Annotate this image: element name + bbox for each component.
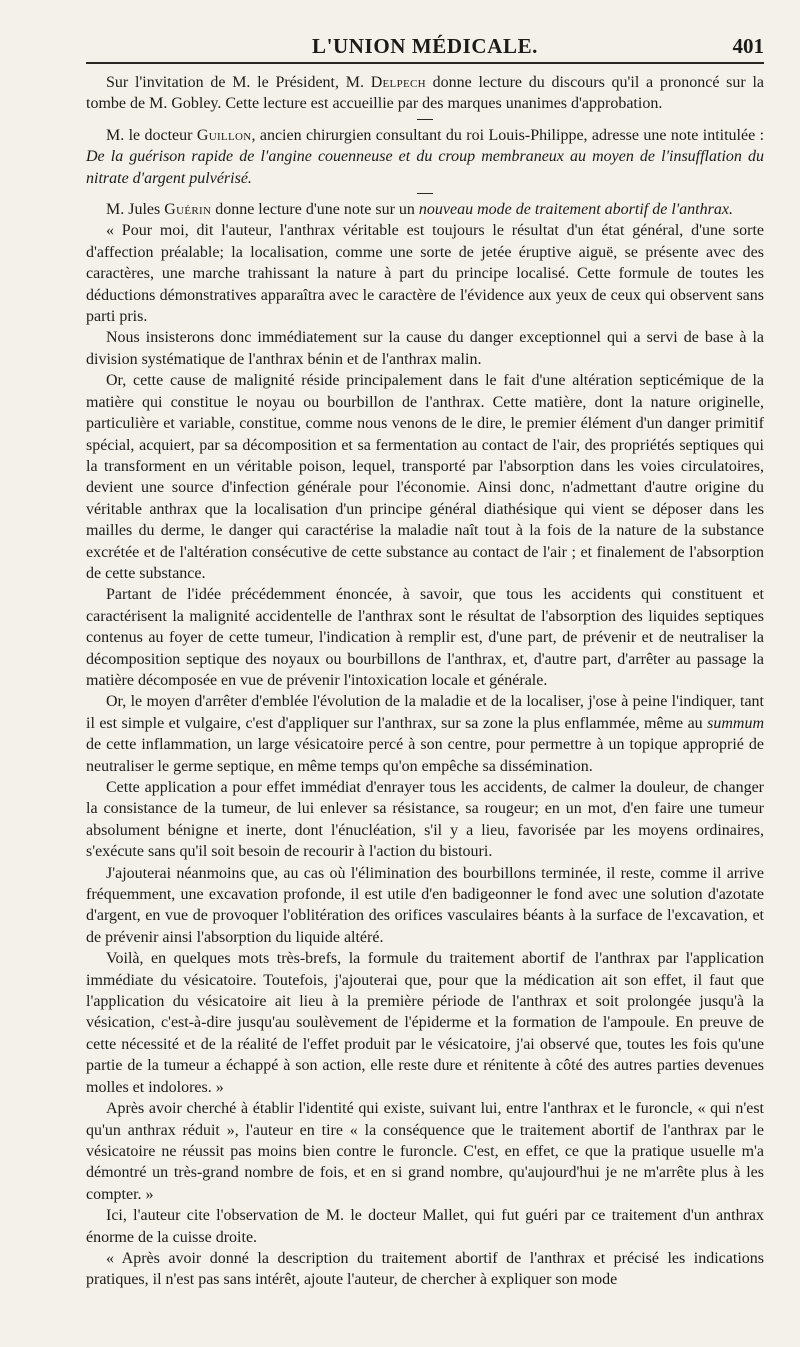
page-number: 401 xyxy=(732,34,764,58)
body-paragraph xyxy=(86,691,764,777)
body-paragraph: Partant de l'idée précédemment énoncée, à savoir, que tous les accidents qui constituent et caractérisent la malignité accidentelle de l'anthrax sont le résultat de l'absorption des liquides septiques contenus au foyer de cette tumeur, l'indication à remplir est, d'une part, de prévenir et de neutraliser la décomposition septique des noyaux ou bourbillons de l'anthrax, et, d'autre part, d'arrêter au passage la matière décomposée en vue de prévenir l'intoxication locale et générale. xyxy=(86,586,764,689)
text-run: Sur l'invitation de M. le Président, M. xyxy=(106,74,371,91)
body-paragraph: « Pour moi, dit l'auteur, l'anthrax véritable est toujours le résultat d'un état général, d'une sorte d'affection préalable; la localisation, comme une sorte de jetée éruptive aiguë, se présente avec des caractères, une marche trahissant la nature à part du principe localisé. Cette formule de toutes les déductions démonstratives apparaîtra avec le caractère de l'évidence aux yeux de ceux qui observent sans parti pris. xyxy=(86,222,764,326)
section-separator xyxy=(417,193,433,194)
emphasis: summum xyxy=(707,714,764,732)
author-name: Delpech xyxy=(370,74,426,91)
body-paragraph: Voilà, en quelques mots très-brefs, la formule du traitement abortif de l'anthrax par l'application immédiate du vésicatoire. Toutefois, j'ajouterai que, pour que la médication ait son effet, il faut que l'application du vésicatoire ait lieu à la première période de l'anthrax et soit prolongée jusqu'à la vésication, c'est-à-dire jusqu'au soulèvement de l'épiderme et la formation de l'ampoule. En preuve de cette nécessité et de la réalité de l'effet produit par le vésicatoire, j'ai observé que, toutes les fois qu'une partie de la tumeur a échappé à son action, elle reste dure et rénitente à côté des autres parties devenues molles et indolores. » xyxy=(86,950,764,1096)
text-run: Or, le moyen d'arrêter d'emblée l'évolution de la maladie et de la localiser, j'ose à peine l'indiquer, tant il est simple et vulgaire, c'est d'appliquer sur l'anthrax, sur sa zone la plus enflammée, même au xyxy=(86,693,764,732)
text-run: donne lecture du discours qu'il a prononcé sur la tombe de M. Gobley. Cette lecture est accueillie par des marques unanimes d'approbation. xyxy=(86,74,764,113)
body-paragraph: Après avoir cherché à établir l'identité qui existe, suivant lui, entre l'anthrax et le furoncle, « qui n'est qu'un anthrax réduit », l'auteur en tire « la conséquence que le traitement abortif de l'anthrax par le vésicatoire ne réussit pas moins bien contre le furoncle. C'est, en effet, ce que la pratique usuelle m'a démontré un très-grand nombre de fois, et en si grand nombre, qu'aujourd'hui je ne m'arrête plus à les compter. » xyxy=(86,1100,764,1203)
section-separator xyxy=(417,119,433,120)
text-run: M. Jules xyxy=(106,201,165,219)
paragraph-guerin xyxy=(86,199,764,220)
note-title: nouveau mode de traitement abortif de l'anthrax. xyxy=(418,201,733,219)
body-paragraph: « Après avoir donné la description du traitement abortif de l'anthrax et précisé les indications pratiques, il n'est pas sans intérêt, ajoute l'auteur, de chercher à expliquer son mode xyxy=(86,1249,764,1289)
paragraph-guillon xyxy=(86,125,764,189)
body-paragraph: Or, cette cause de malignité réside principalement dans le fait d'une altération septicémique de la matière qui constitue le noyau ou bourbillon de l'anthrax. Cette matière, dont la nature originelle, particulière et variable, constitue, comme nous venons de le dire, le premier élément d'un danger primitif spécial, acquiert, par sa décomposition et sa fermentation au contact de l'air, des propriétés septiques qui la transforment en un véritable poison, lequel, transporté par l'absorption dans les voies circulatoires, devient une source d'infection générale pour l'économie. Ainsi donc, n'admettant d'autre origine du véritable anthrax que la localisation d'un principe général diathésique qui vient se déposer dans les mailles du derme, le danger qui caractérise la maladie naît tout à la fois de la nature de la substance excrétée et de l'altération consécutive de cette substance au contact de l'air ; et finalement de l'absorption de cette substance. xyxy=(86,372,764,582)
text-run: , ancien chirurgien consultant du roi Louis-Philippe, adresse une note intitulée : xyxy=(251,126,765,144)
page-header xyxy=(86,32,764,64)
text-run: M. le docteur xyxy=(106,126,197,144)
body-paragraph: Cette application a pour effet immédiat d'enrayer tous les accidents, de calmer la douleur, de changer la consistance de la tumeur, de lui enlever sa résistance, sa rougeur; en un mot, d'en faire une tumeur absolument bénigne et inerte, dont l'énucléation, s'il y a lieu, favorisée par les moyens ordinaires, s'exécute sans qu'il soit besoin de recourir à l'action du bistouri. xyxy=(86,779,764,861)
body-paragraph: Ici, l'auteur cite l'observation de M. le docteur Mallet, qui fut guéri par ce traitement d'un anthrax énorme de la cuisse droite. xyxy=(86,1207,764,1246)
author-name: Guillon xyxy=(196,126,252,144)
body-paragraph: J'ajouterai néanmoins que, au cas où l'élimination des bourbillons terminée, il reste, comme il arrive fréquemment, une excavation profonde, il est utile d'en badigeonner le fond avec une solution d'azotate d'argent, en vue de provoquer l'oblitération des orifices vasculaires béants à la surface de l'excavation, et de prévenir ainsi l'absorption du liquide altéré. xyxy=(86,864,764,946)
running-title: L'UNION MÉDICALE. xyxy=(311,34,539,58)
paragraph-delpech xyxy=(86,72,764,115)
note-title: De la guérison rapide de l'angine couenneuse et du croup membraneux au moyen de l'insufflation du nitrate d'argent pulvérisé. xyxy=(86,148,764,187)
body-paragraph: Nous insisterons donc immédiatement sur la cause du danger exceptionnel qui a servi de base à la division systématique de l'anthrax bénin et de l'anthrax malin. xyxy=(86,329,764,368)
text-run: donne lecture d'une note sur un xyxy=(211,201,419,219)
text-run: de cette inflammation, un large vésicatoire percé à son centre, pour permettre à un topique approprié de neutraliser le germe septique, en même temps qu'on empêche sa dissémination. xyxy=(86,736,764,775)
author-name: Guérin xyxy=(164,201,212,219)
